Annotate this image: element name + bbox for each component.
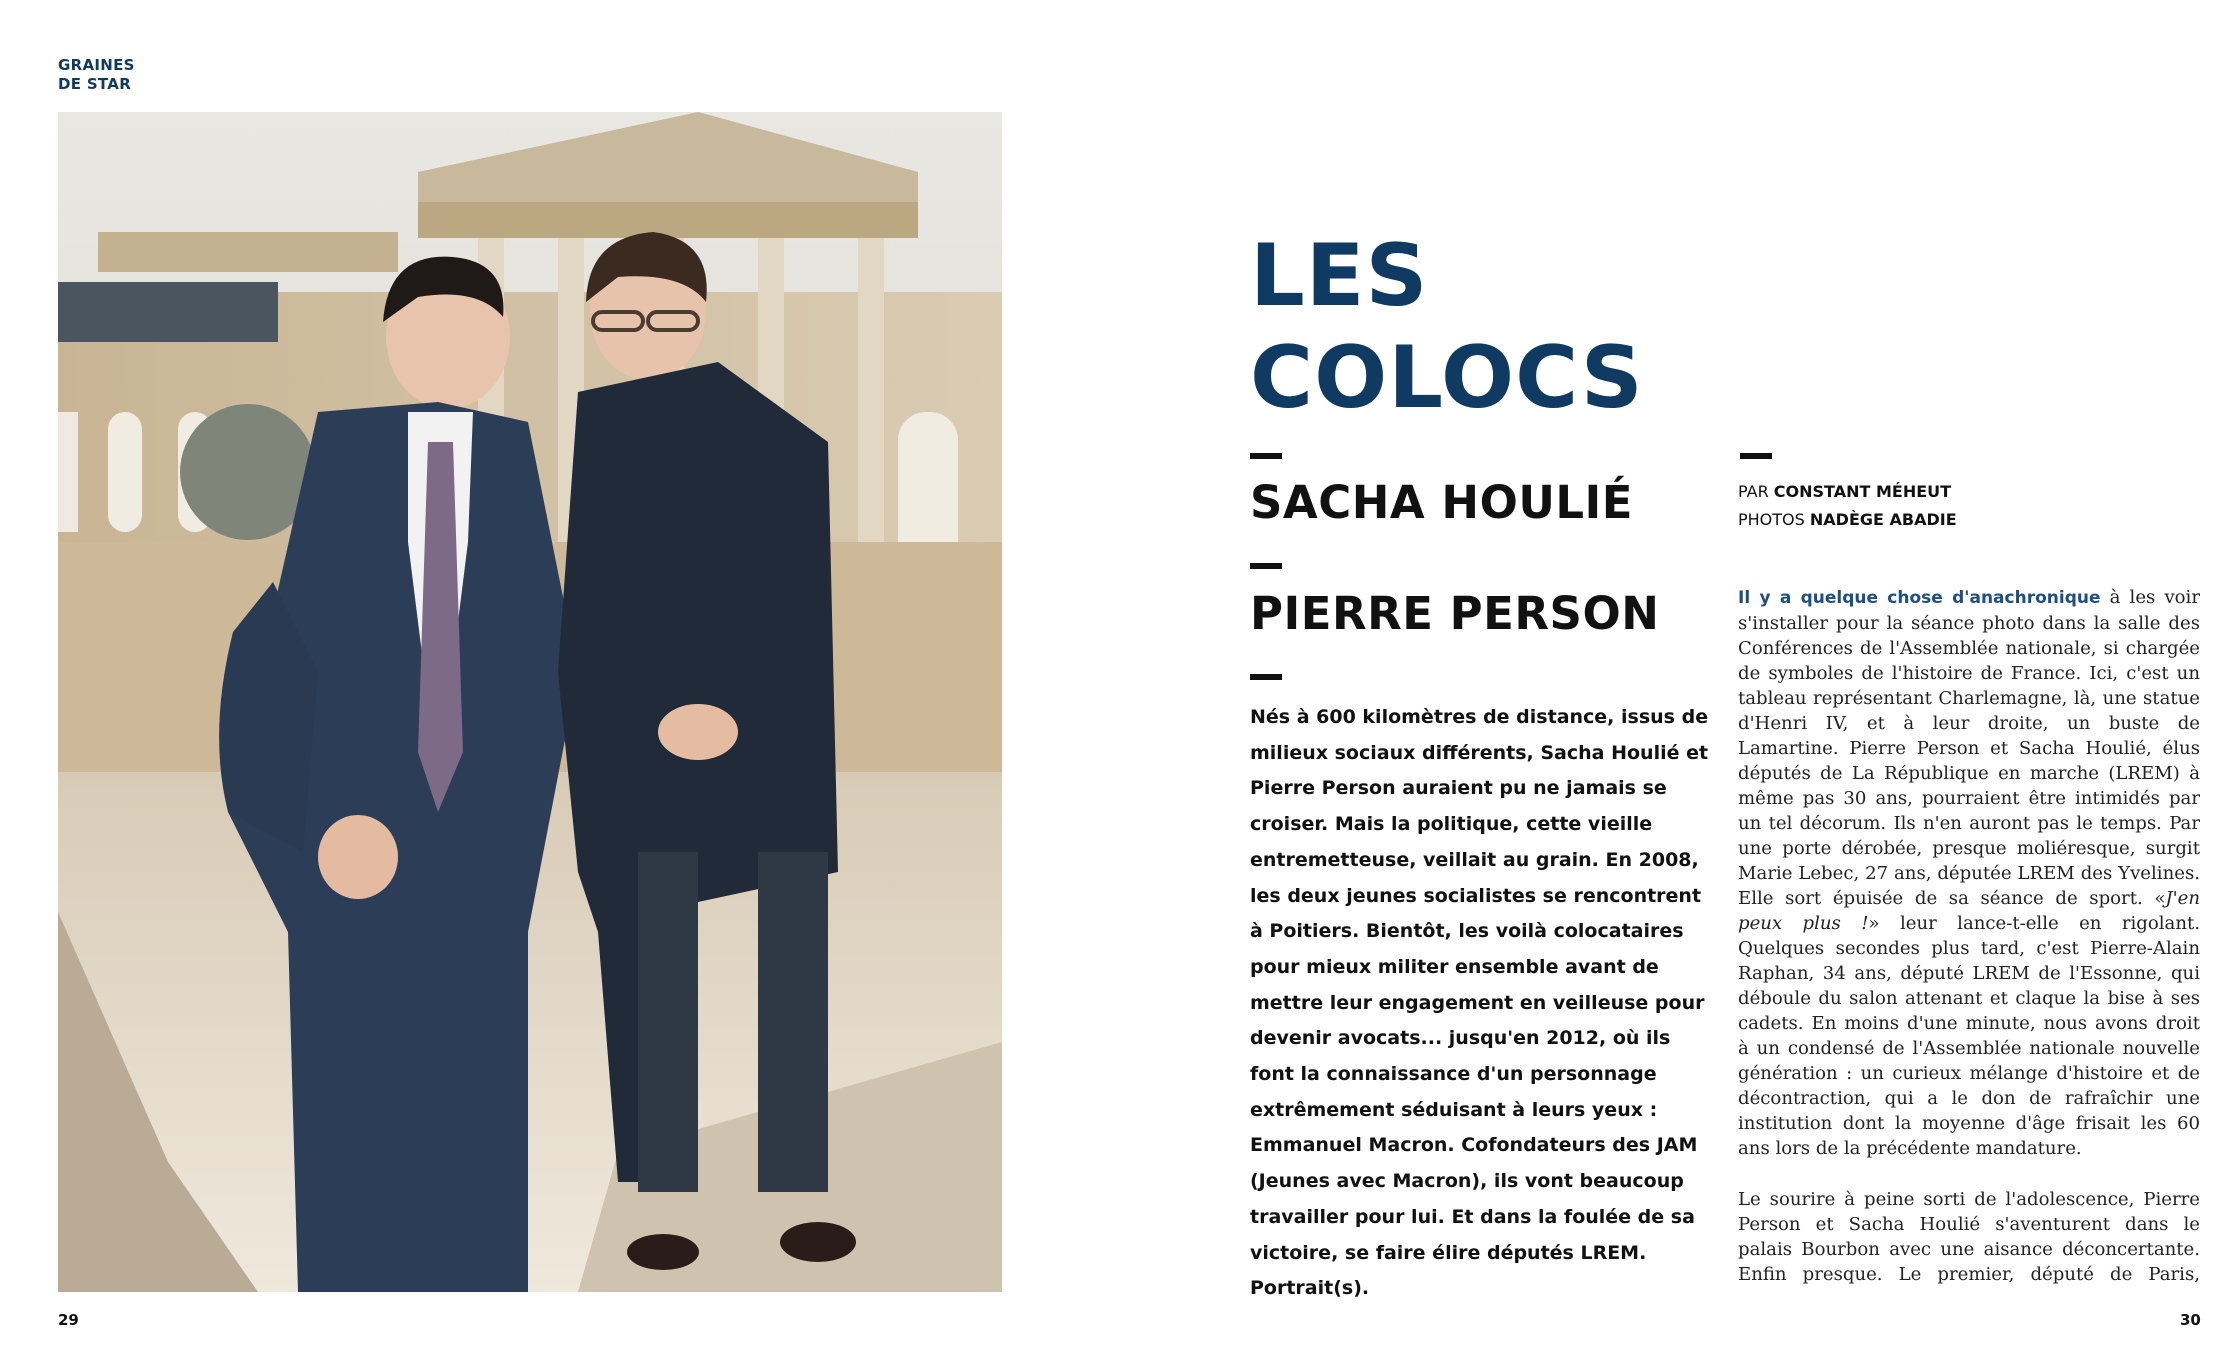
paragraph-2 [1738, 1187, 2200, 1290]
headline-line2: COLOCS [1250, 328, 1644, 428]
divider-dash [1250, 674, 1282, 680]
photo-prefix: PHOTOS [1738, 510, 1805, 529]
name-pierre-person: PIERRE PERSON [1250, 587, 1660, 640]
name-sacha-houlie: SACHA HOULIÉ [1250, 476, 1634, 529]
feature-photo [58, 112, 1002, 1292]
section-label [58, 56, 135, 94]
headline [1250, 225, 1644, 429]
article-body [1738, 585, 2200, 1290]
author-name: CONSTANT MÉHEUT [1773, 482, 1952, 501]
author-prefix: PAR [1738, 482, 1769, 501]
paragraph-1-text-a: à les voir s'installer pour la séance photo dans la salle des Conférences de l'Assemblée nationale, si chargée de symboles de l'histoire de France. Ici, c'est un tableau représentant Charlemagne, là, une statue d'Henri IV, et à leur droite, un buste de Lamartine. Pierre Person et Sacha Houlié, élus députés de La République en marche (LREM) à même pas 30 ans, pourraient être intimidés par un tel décorum. Ils n'en auront pas le temps. Par une porte dérobée, presque moliéresque, surgit Marie Lebec, 27 ans, députée LREM des Yvelines. Elle sort épuisée de sa séance de sport. « [1738, 587, 2200, 909]
divider-dash [1250, 453, 1282, 459]
headline-line1: LES [1250, 226, 1429, 326]
paragraph-1 [1738, 585, 2200, 1161]
page-number-left: 29 [58, 1311, 79, 1329]
standfirst: Nés à 600 kilomètres de distance, issus de milieux sociaux différents, Sacha Houlié et Pierre Person auraient pu ne jamais se croiser. Mais la politique, cette vieille entremetteuse, veillait au grain. En 2008, les deux jeunes socialistes se rencontrent à Poitiers. Bientôt, les voilà colocataires pour mieux militer ensemble avant de mettre leur engagement en veilleuse pour devenir avocats... jusqu'en 2012, où ils font la connaissance d'un personnage extrêmement séduisant à leurs yeux : Emmanuel Macron. Cofondateurs des JAM (Jeunes avec Macron), ils vont beaucoup travailler pour lui. Et dans la foulée de sa victoire, se faire élire députés LREM. Portrait(s). [1250, 706, 1709, 1300]
photo-credit [1738, 506, 1957, 534]
paragraph-1-quote: J'en peux plus ! [1738, 888, 2200, 934]
photographer-name: NADÈGE ABADIE [1809, 510, 1957, 529]
divider-dash [1740, 453, 1772, 459]
page-number-right: 30 [2180, 1311, 2201, 1329]
divider-dash [1250, 563, 1282, 569]
section-label-line2: DE STAR [58, 75, 132, 93]
lead-in: Il y a quelque chose d'anachronique [1738, 588, 2101, 608]
author-credit [1738, 478, 1957, 506]
section-label-line1: GRAINES [58, 56, 135, 74]
paragraph-1-text-b: » leur lance-t-elle en rigolant. Quelques secondes plus tard, c'est Pierre-Alain Raphan, 34 ans, député LREM de l'Essonne, qui déboule du salon attenant et claque la bise à ses cadets. En moins d'une minute, nous avons droit à un condensé de l'Assemblée nationale nouvelle génération : un curieux mélange d'histoire et de décontraction, qui a le don de rafraîchir une institution dont la moyenne d'âge frisait les 60 ans lors de la précédente mandature. [1738, 913, 2200, 1159]
paragraph-2-text-a: Le sourire à peine sorti de l'adolescence, Pierre Person et Sacha Houlié s'aventurent dans le palais Bourbon avec une aisance déconcertante. Enfin presque. Le premier, député de Paris, [1738, 1189, 2200, 1285]
credits [1738, 478, 1957, 534]
